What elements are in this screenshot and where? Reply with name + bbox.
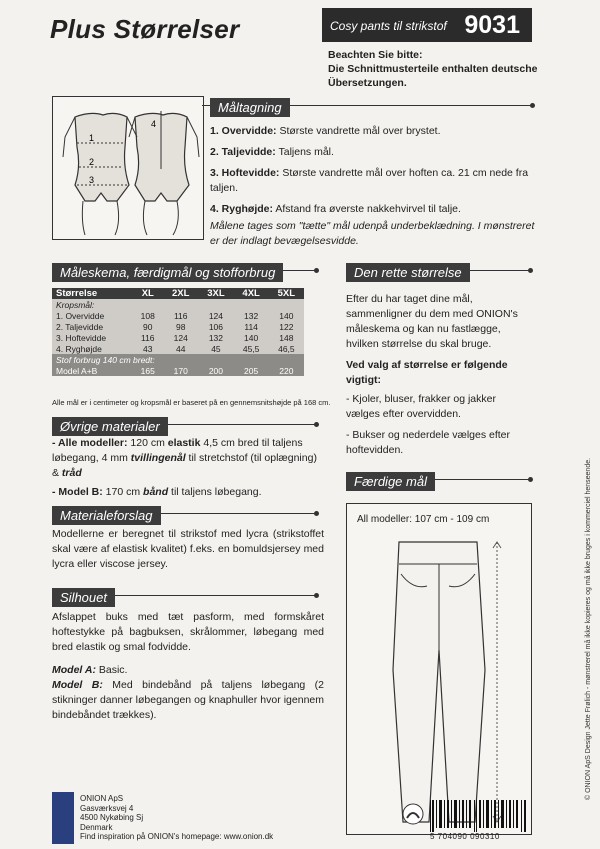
finished-caption: All modeller: 107 cm - 109 cm — [357, 514, 490, 525]
den-rette-para: Efter du har taget dine mål, sammenligner du dem med ONION's måleskema og kan nu fastlægge, hvilken størrelse du skal bruge. — [346, 293, 518, 350]
body-figure-icon — [53, 97, 203, 239]
section-dot — [314, 422, 319, 427]
table-row — [52, 321, 304, 332]
item1-text: Største vandrette mål over brystet. — [279, 125, 441, 137]
cell: 124 — [163, 332, 198, 343]
cell: 140 — [269, 310, 304, 321]
notice-line1: Beachten Sie bitte: — [328, 49, 423, 61]
heading-den-rette: Den rette størrelse — [346, 263, 470, 282]
german-notice — [328, 48, 538, 90]
col-header: 2XL — [163, 288, 198, 299]
cell: 44 — [163, 343, 198, 354]
ovrige-span: 4,5 cm bred til taljens løbegang, 4 mm — [52, 437, 303, 464]
den-rette-bold: Ved valg af størrelse er følgende vigtigt: — [346, 359, 508, 386]
row-label: 2. Taljevidde — [52, 321, 132, 332]
section-dot — [530, 103, 535, 108]
cell: 170 — [163, 365, 198, 376]
heading-maleskema: Måleskema, færdigmål og stofforbrug — [52, 263, 283, 282]
cell: 116 — [132, 332, 163, 343]
measurement-figure — [52, 96, 204, 240]
cell: 148 — [269, 332, 304, 343]
heading-materialeforslag: Materialeforslag — [52, 506, 161, 525]
model-b-label: Model B: — [52, 679, 103, 691]
footer-address — [80, 794, 273, 842]
ovrige-bold: tvillingenål — [130, 452, 186, 464]
section-dot — [314, 593, 319, 598]
heading-maaltagning: Måltagning — [210, 98, 290, 117]
cell: 43 — [132, 343, 163, 354]
section-dot — [528, 477, 533, 482]
barcode-icon — [428, 800, 530, 832]
materialeforslag-text: Modellerne er beregnet til strikstof med lycra (strikstoffet skal være af elastisk kvalitet) f.eks. en bomuldsjersey med lycra eller viscose jersey. — [52, 528, 324, 570]
model-b-text: Med bindebånd på taljens løbegang (2 stikninger danner løbegangen og knaphuller hvor igennem bindebåndet trækkes). — [52, 679, 325, 721]
ovrige-bold: elastik — [167, 437, 201, 449]
item4-label: 4. Ryghøjde: — [210, 203, 274, 215]
footer-city: 4500 Nykøbing Sj — [80, 813, 144, 822]
cell: 90 — [132, 321, 163, 332]
cell: 124 — [198, 310, 233, 321]
table-row — [52, 310, 304, 321]
ovrige-span: til taljens løbegang. — [168, 486, 262, 498]
ovrige-span: til stretchstof (til oplægning) & — [52, 452, 317, 479]
footer-country: Denmark — [80, 822, 113, 832]
item2-label: 2. Taljevidde: — [210, 146, 276, 158]
pattern-subtitle: Cosy pants til strikstof — [330, 19, 447, 33]
footer-street: Gasværksvej 4 — [80, 803, 134, 813]
ovrige-bold: bånd — [143, 486, 169, 498]
cell: 132 — [234, 310, 269, 321]
item1-label: 1. Overvidde: — [210, 125, 277, 137]
row-label: 3. Hoftevidde — [52, 332, 132, 343]
ovrige-label: - Model B: — [52, 486, 103, 498]
cell: 46,5 — [269, 343, 304, 354]
ovrige-bold: tråd — [61, 467, 82, 479]
ovrige-span: 170 cm — [102, 486, 144, 498]
cell: 116 — [163, 310, 198, 321]
item3-text: Største vandrette mål over hoften ca. 21 cm nede fra taljen. — [210, 167, 529, 194]
col-header: XL — [132, 288, 163, 299]
copyright-side-text: © ONION ApS Design Jette Frølich - mønstrerel må ikke kopieres og må ikke bruges i kommerciel henseende. — [585, 457, 592, 800]
row-label: Model A+B — [52, 365, 132, 376]
model-a-label: Model A: — [52, 664, 96, 676]
cell: 140 — [234, 332, 269, 343]
cell: 200 — [198, 365, 233, 376]
maaltagning-items — [210, 124, 540, 249]
item2-text: Taljens mål. — [278, 146, 334, 158]
kropsmal-label: Kropsmål: — [52, 299, 304, 310]
page-title: Plus Størrelser — [50, 14, 240, 44]
ovrige-span: 120 cm — [127, 437, 168, 449]
ovrige-text — [52, 436, 324, 500]
model-a-text: Basic. — [95, 664, 128, 676]
figure-label-1: 1 — [89, 133, 95, 143]
cell: 132 — [198, 332, 233, 343]
cell: 106 — [198, 321, 233, 332]
heading-silhouet: Silhouet — [52, 588, 115, 607]
heading-ovrige: Øvrige materialer — [52, 417, 168, 436]
cell: 122 — [269, 321, 304, 332]
cell: 205 — [234, 365, 269, 376]
cell: 45,5 — [234, 343, 269, 354]
table-footnote: Alle mål er i centimeter og kropsmål er baseret på en gennemsnitshøjde på 168 cm. — [52, 398, 331, 407]
finished-measurement-box — [346, 503, 532, 835]
swan-logo-icon — [402, 800, 424, 828]
table-row — [52, 343, 304, 354]
ovrige-label: - Alle modeller: — [52, 437, 128, 449]
den-rette-text — [346, 292, 532, 458]
cell: 220 — [269, 365, 304, 376]
den-rette-bullet: - Kjoler, bluser, frakker og jakker vælges efter overvidden. — [346, 393, 496, 420]
cell: 98 — [163, 321, 198, 332]
figure-label-2: 2 — [89, 157, 95, 167]
col-header: Størrelse — [52, 288, 132, 299]
table-row — [52, 332, 304, 343]
pattern-header-box — [322, 8, 532, 42]
stof-label: Stof forbrug 140 cm bredt: — [52, 354, 304, 365]
cell: 45 — [198, 343, 233, 354]
cell: 108 — [132, 310, 163, 321]
footer-company: ONION ApS — [80, 794, 124, 803]
row-label: 1. Overvidde — [52, 310, 132, 321]
section-dot — [528, 268, 533, 273]
pattern-number: 9031 — [464, 11, 520, 39]
item4-text: Afstand fra øverste nakkehvirvel til talje. — [275, 203, 461, 215]
cell: 165 — [132, 365, 163, 376]
den-rette-bullet: - Bukser og nederdele vælges efter hoftevidden. — [346, 429, 511, 456]
cell: 114 — [234, 321, 269, 332]
size-table — [52, 288, 304, 376]
col-header: 5XL — [269, 288, 304, 299]
maaltagning-note: Målene tages som "tætte" mål udenpå underbeklædning. I mønstreret er der indlagt bevægelsesvidde. — [210, 220, 535, 247]
col-header: 3XL — [198, 288, 233, 299]
figure-label-4: 4 — [151, 119, 157, 129]
silhouet-desc: Afslappet buks med tæt pasform, med formskåret hoftestykke på bagbuksen, skrålommer, løbegang med bred elastik og smal fodvidde. — [52, 611, 324, 653]
col-header: 4XL — [234, 288, 269, 299]
row-label: 4. Ryghøjde — [52, 343, 132, 354]
barcode-number: 5 704090 090310 — [430, 832, 500, 841]
section-dot — [314, 268, 319, 273]
item3-label: 3. Hoftevidde: — [210, 167, 280, 179]
figure-label-3: 3 — [89, 175, 95, 185]
footer-bar — [52, 792, 74, 844]
heading-faerdige: Færdige mål — [346, 472, 435, 491]
table-row — [52, 365, 304, 376]
silhouet-text — [52, 610, 324, 723]
pants-drawing-icon — [347, 530, 531, 830]
section-dot — [314, 511, 319, 516]
footer-link[interactable]: Find inspiration på ONION's homepage: www.onion.dk — [80, 832, 274, 841]
notice-line2: Die Schnittmusterteile enthalten deutsche Übersetzungen. — [328, 63, 538, 89]
